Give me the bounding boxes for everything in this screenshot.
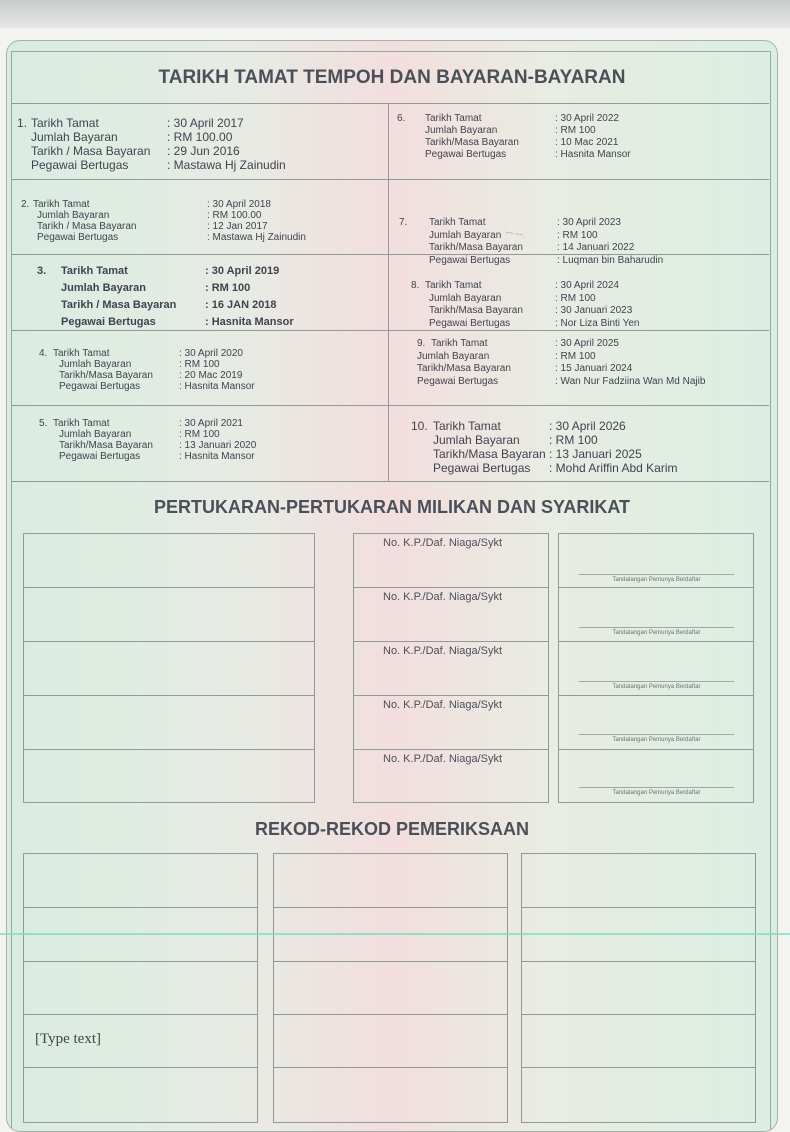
kp-label: No. K.P./Daf. Niaga/Sykt: [383, 645, 503, 657]
officer-label: Pegawai Bertugas: [59, 381, 141, 392]
kp-label: No. K.P./Daf. Niaga/Sykt: [383, 699, 503, 711]
center-divider: [388, 103, 389, 481]
amount-label: Jumlah Bayaran: [429, 229, 502, 241]
amount-label: Jumlah Bayaran: [433, 433, 520, 447]
amount-label: Jumlah Bayaran: [31, 130, 118, 144]
officer-value: : Nor Liza Binti Yen: [555, 317, 640, 329]
row-divider: [23, 641, 314, 642]
expiry-value: : 30 April 2022: [555, 113, 619, 124]
officer-label: Pegawai Bertugas: [425, 149, 507, 160]
amount-label: Jumlah Bayaran: [37, 210, 110, 221]
scan-top-edge: [0, 0, 790, 28]
officer-label: Pegawai Bertugas: [429, 254, 511, 266]
paid-value: : 12 Jan 2017: [207, 221, 268, 232]
amount-value: : RM 100.00: [207, 210, 262, 221]
entry-number: 8.: [411, 280, 420, 291]
row-divider: [273, 907, 507, 908]
inspection-title: REKOD-REKOD PEMERIKSAAN: [254, 819, 530, 839]
divider: [11, 405, 769, 406]
divider: [11, 179, 769, 180]
paid-value: : 10 Mac 2021: [555, 137, 619, 148]
faint-mark: ~~ ~~.: [504, 229, 526, 240]
inspection-column-2: [273, 853, 508, 1123]
amount-label: Jumlah Bayaran: [417, 350, 490, 362]
amount-value: : RM 100.00: [167, 130, 233, 144]
row-divider: [273, 1067, 507, 1068]
officer-value: : Hasnita Mansor: [205, 316, 294, 328]
officer-value: : Mastawa Hj Zainudin: [207, 232, 306, 243]
expiry-label: Tarikh Tamat: [433, 419, 501, 433]
date-time-label: Tarikh/Masa Bayaran: [425, 137, 519, 148]
expiry-value: : 30 April 2020: [179, 348, 243, 359]
ownership-title: PERTUKARAN-PERTUKARAN MILIKAN DAN SYARIKAT: [154, 497, 630, 517]
expiry-value: : 30 April 2021: [179, 418, 243, 429]
amount-value: : RM 100: [555, 350, 596, 362]
row-divider: [521, 1014, 755, 1015]
officer-label: Pegawai Bertugas: [61, 316, 156, 328]
officer-label: Pegawai Bertugas: [429, 317, 511, 329]
officer-value: : Mohd Ariffin Abd Karim: [549, 461, 678, 475]
expiry-value: : 30 April 2017: [167, 116, 244, 130]
kp-label: No. K.P./Daf. Niaga/Sykt: [383, 753, 503, 765]
officer-value: : Hasnita Mansor: [179, 451, 255, 462]
expiry-value: : 30 April 2025: [555, 338, 619, 349]
amount-value: : RM 100: [549, 433, 598, 447]
expiry-label: Tarikh Tamat: [33, 199, 90, 210]
entry-number: 9.: [417, 338, 426, 349]
expiry-value: : 30 April 2019: [205, 265, 280, 277]
paid-value: : 14 Januari 2022: [557, 242, 635, 253]
row-divider: [23, 1067, 257, 1068]
row-divider: [273, 1014, 507, 1015]
row-divider: [23, 961, 257, 962]
row-divider: [558, 587, 753, 588]
row-divider: [23, 749, 314, 750]
date-time-label: Tarikh/Masa Bayaran: [429, 242, 523, 253]
row-divider: [521, 907, 755, 908]
entry-number: 7.: [399, 217, 408, 228]
row-divider: [23, 907, 257, 908]
signature-line: Tandatangan Pemunya Berdaftar: [579, 681, 734, 690]
entry-number: 6.: [397, 113, 406, 124]
amount-value: : RM 100: [179, 359, 220, 370]
entry-number: 1.: [17, 116, 28, 130]
paid-value: : 20 Mac 2019: [179, 370, 243, 381]
officer-value: : Hasnita Mansor: [179, 381, 255, 392]
amount-label: Jumlah Bayaran: [61, 282, 146, 294]
row-divider: [353, 695, 548, 696]
divider: [11, 254, 388, 255]
officer-value: : Mastawa Hj Zainudin: [167, 158, 286, 172]
row-divider: [353, 749, 548, 750]
row-divider: [23, 1014, 257, 1015]
expiry-label: Tarikh Tamat: [61, 265, 128, 277]
ownership-name-column: [23, 533, 315, 803]
scan-artifact-line: [0, 933, 790, 935]
row-divider: [558, 749, 753, 750]
officer-label: Pegawai Bertugas: [417, 375, 499, 387]
paid-value: : 15 Januari 2024: [555, 363, 633, 374]
date-time-label: Tarikh/Masa Bayaran: [59, 370, 153, 381]
officer-value: : Luqman bin Baharudin: [557, 254, 664, 266]
officer-value: : Hasnita Mansor: [555, 149, 631, 160]
date-time-label: Tarikh / Masa Bayaran: [31, 144, 151, 158]
signature-line: Tandatangan Pemunya Berdaftar: [579, 787, 734, 796]
paid-value: : 30 Januari 2023: [555, 305, 633, 316]
officer-value: : Wan Nur Fadziina Wan Md Najib: [555, 375, 706, 387]
signature-line: Tandatangan Pemunya Berdaftar: [579, 574, 734, 583]
expiry-label: Tarikh Tamat: [31, 116, 99, 130]
amount-label: Jumlah Bayaran: [429, 292, 502, 304]
inspection-column-1: [23, 853, 258, 1123]
signature-line: Tandatangan Pemunya Berdaftar: [579, 627, 734, 636]
entry-number: 4.: [39, 348, 48, 359]
signature-line: Tandatangan Pemunya Berdaftar: [579, 734, 734, 743]
row-divider: [521, 1067, 755, 1068]
amount-value: : RM 100: [205, 282, 251, 294]
expiry-label: Tarikh Tamat: [431, 338, 488, 349]
date-time-label: Tarikh / Masa Bayaran: [37, 221, 137, 232]
row-divider: [23, 587, 314, 588]
row-divider: [558, 641, 753, 642]
type-text-placeholder[interactable]: [Type text]: [35, 1031, 102, 1047]
expiry-label: Tarikh Tamat: [53, 418, 110, 429]
paid-value: : 13 Januari 2020: [179, 440, 257, 451]
amount-value: : RM 100: [557, 229, 598, 241]
licence-card: [6, 40, 778, 1132]
entry-number: 3.: [37, 265, 47, 277]
expiry-value: : 30 April 2026: [549, 419, 626, 433]
officer-label: Pegawai Bertugas: [59, 451, 141, 462]
expiry-value: : 30 April 2024: [555, 280, 619, 291]
divider: [11, 481, 769, 482]
expiry-value: : 30 April 2023: [557, 217, 621, 228]
expiry-label: Tarikh Tamat: [429, 217, 486, 228]
amount-label: Jumlah Bayaran: [59, 429, 132, 440]
entry-number: 5.: [39, 418, 48, 429]
amount-value: : RM 100: [555, 125, 596, 136]
row-divider: [558, 695, 753, 696]
paid-value: : 29 Jun 2016: [167, 144, 240, 158]
expiry-label: Tarikh Tamat: [425, 113, 482, 124]
divider: [11, 103, 769, 104]
date-time-label: Tarikh/Masa Bayaran: [429, 305, 523, 316]
kp-label: No. K.P./Daf. Niaga/Sykt: [383, 537, 503, 549]
paid-value: : 16 JAN 2018: [205, 299, 277, 311]
row-divider: [353, 641, 548, 642]
row-divider: [353, 587, 548, 588]
row-divider: [521, 961, 755, 962]
amount-label: Jumlah Bayaran: [425, 125, 498, 136]
amount-value: : RM 100: [555, 292, 596, 304]
officer-label: Pegawai Bertugas: [37, 232, 119, 243]
inspection-column-3: [521, 853, 756, 1123]
kp-label: No. K.P./Daf. Niaga/Sykt: [383, 591, 503, 603]
row-divider: [23, 695, 314, 696]
officer-label: Pegawai Bertugas: [433, 461, 531, 475]
entry-number: 10.: [411, 419, 428, 433]
date-time-label: Tarikh / Masa Bayaran: [61, 299, 177, 311]
officer-label: Pegawai Bertugas: [31, 158, 129, 172]
amount-value: : RM 100: [179, 429, 220, 440]
entry-number: 2.: [21, 199, 30, 210]
date-time-label: Tarikh/Masa Bayaran: [433, 447, 546, 461]
amount-label: Jumlah Bayaran: [59, 359, 132, 370]
main-title: TARIKH TAMAT TEMPOH DAN BAYARAN-BAYARAN: [158, 67, 626, 88]
expiry-label: Tarikh Tamat: [53, 348, 110, 359]
paid-value: : 13 Januari 2025: [549, 447, 642, 461]
date-time-label: Tarikh/Masa Bayaran: [417, 363, 511, 374]
expiry-value: : 30 April 2018: [207, 199, 271, 210]
date-time-label: Tarikh/Masa Bayaran: [59, 440, 153, 451]
row-divider: [273, 961, 507, 962]
expiry-label: Tarikh Tamat: [425, 280, 482, 291]
